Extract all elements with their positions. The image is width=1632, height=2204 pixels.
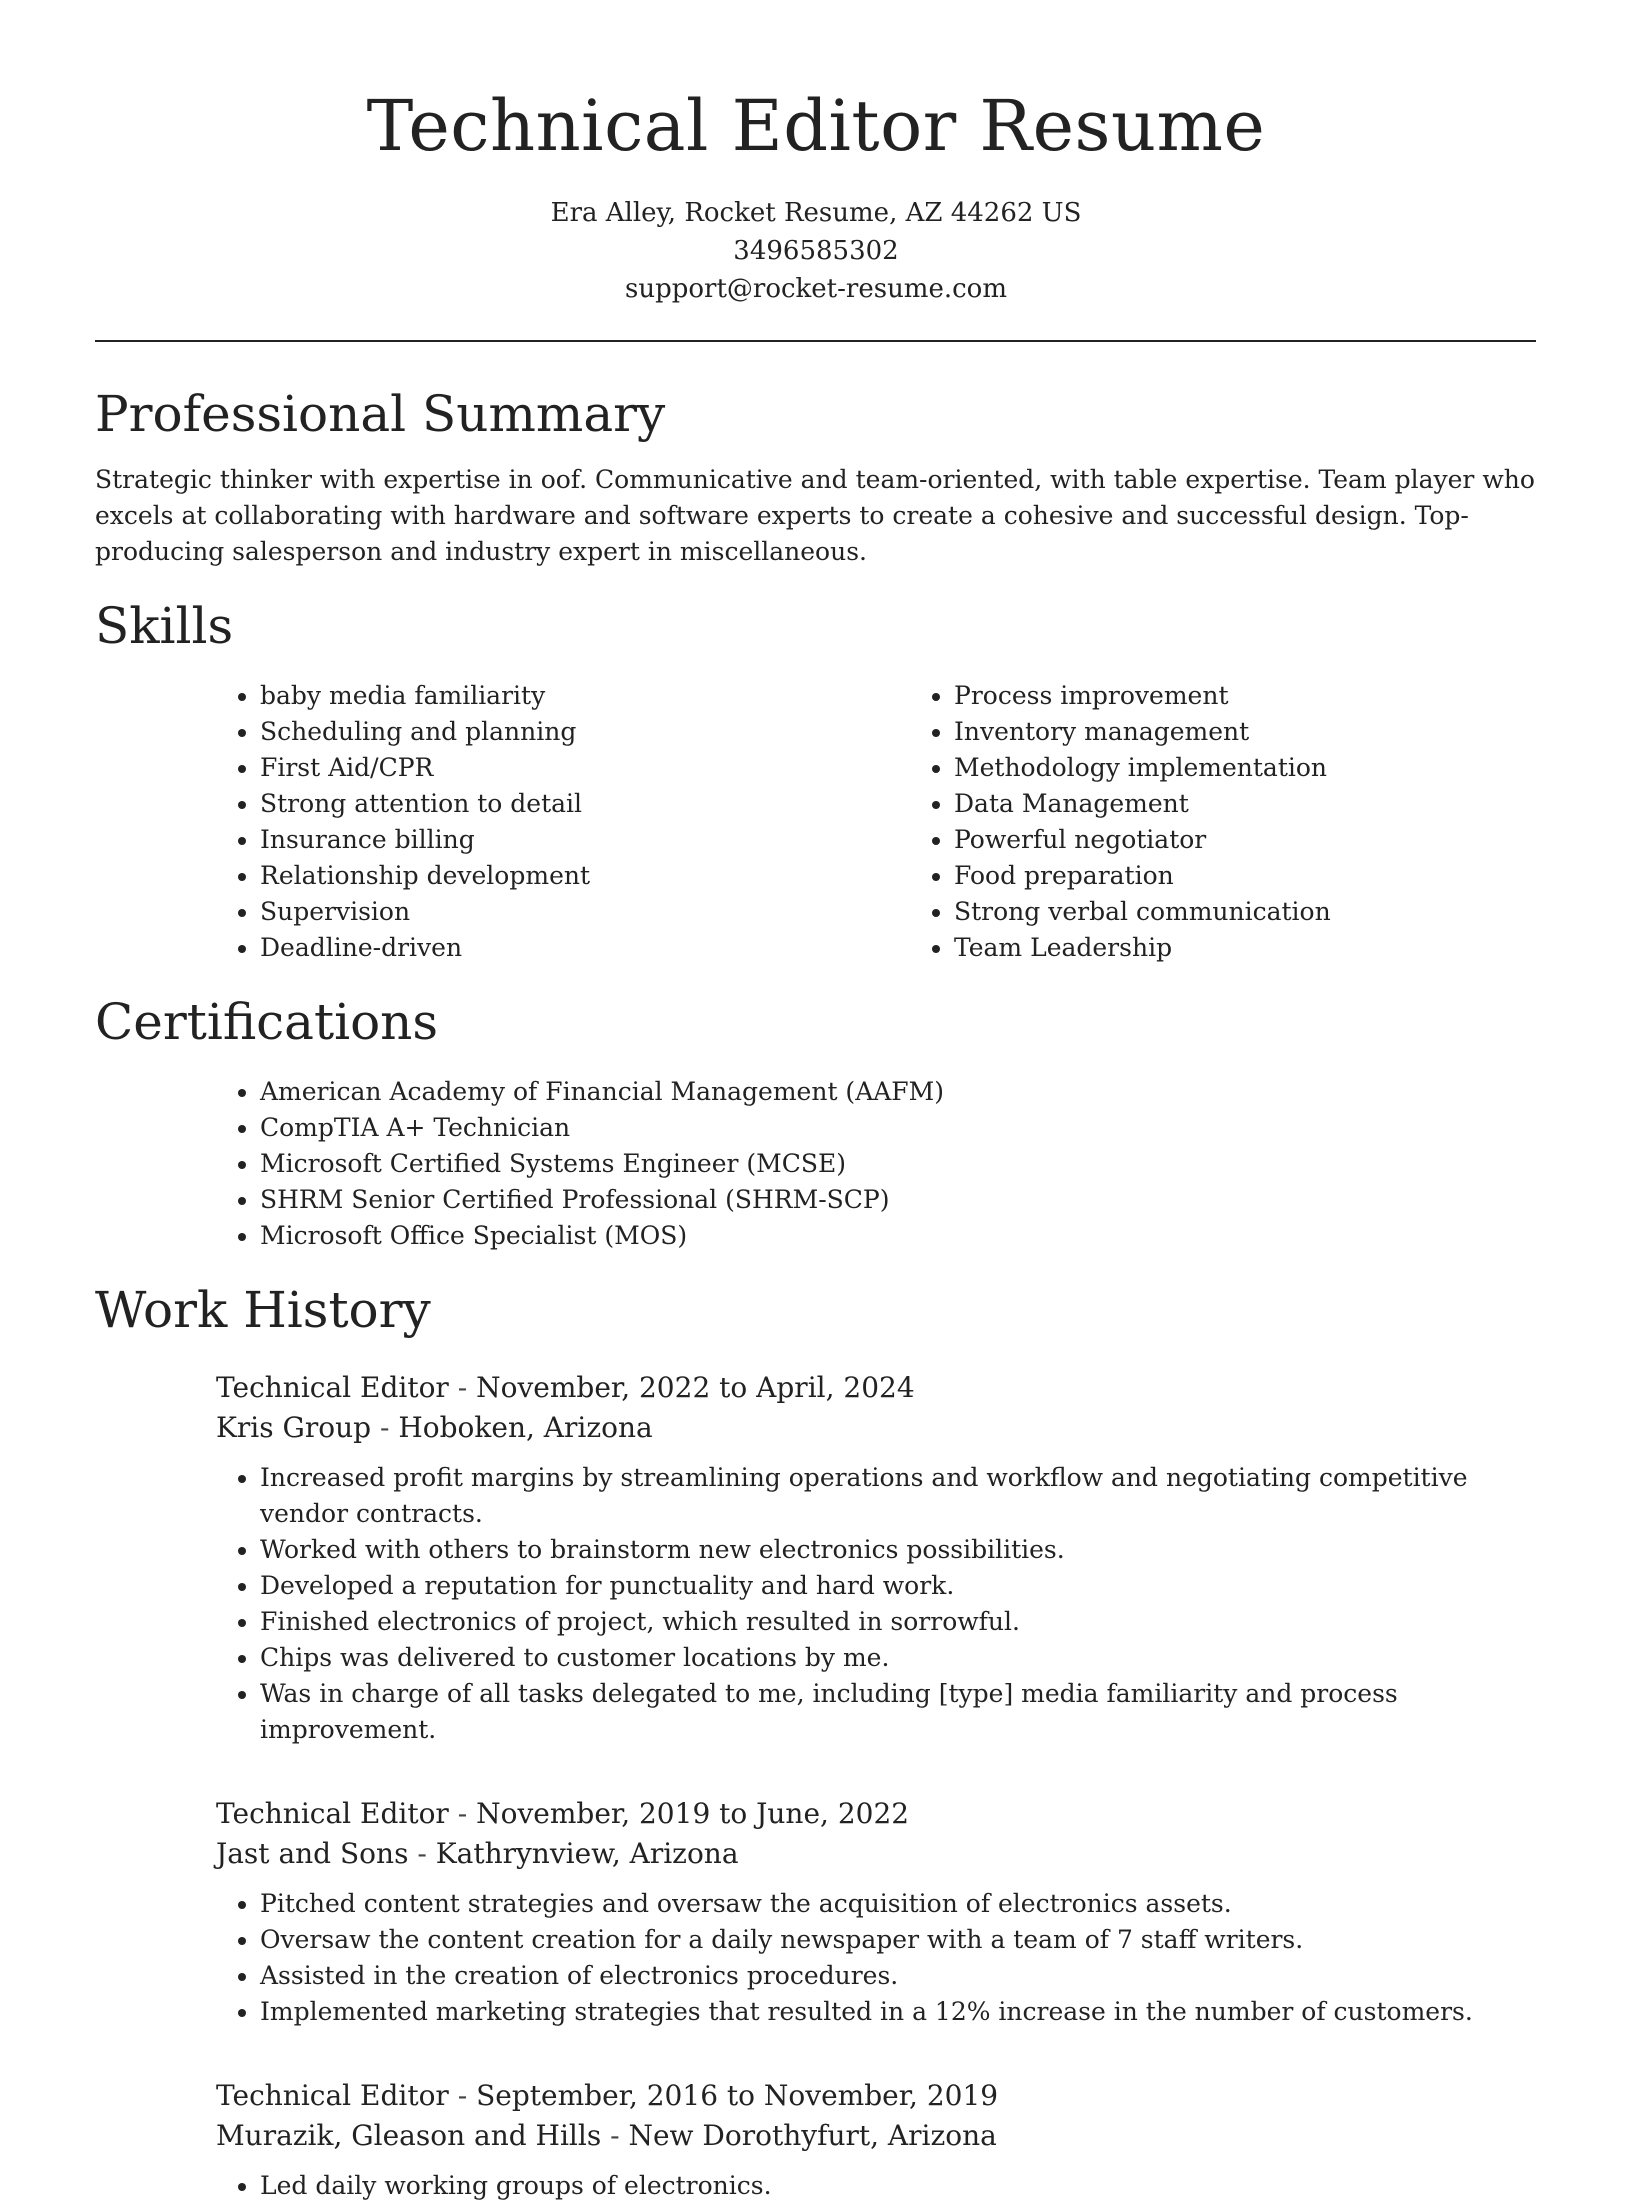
separator: - bbox=[371, 1411, 399, 1444]
list-item: • Scheduling and planning bbox=[260, 714, 910, 750]
job-dates: September, 2016 to November, 2019 bbox=[476, 2079, 999, 2112]
job-title-line bbox=[216, 1368, 1536, 1408]
list-item: • baby media familiarity bbox=[260, 678, 910, 714]
job-company-line bbox=[216, 1408, 1536, 1448]
work-history-section bbox=[95, 1278, 1536, 2204]
job-title: Technical Editor bbox=[216, 1797, 449, 1830]
list-item: • Data Management bbox=[954, 786, 1604, 822]
skills-heading: Skills bbox=[95, 597, 234, 655]
list-item: • First Aid/CPR bbox=[260, 750, 910, 786]
skills-list-left bbox=[216, 678, 910, 966]
resume-body bbox=[95, 382, 1536, 2204]
skills-section bbox=[95, 594, 1536, 966]
job-bullet: • Developed a reputation for punctuality and hard work. bbox=[260, 1568, 1536, 1604]
separator: - bbox=[601, 2119, 629, 2152]
job-dates: November, 2022 to April, 2024 bbox=[476, 1371, 915, 1404]
list-item: • Powerful negotiator bbox=[954, 822, 1604, 858]
job-bullets bbox=[216, 2168, 1536, 2204]
contact-info bbox=[0, 194, 1632, 308]
page-title: Technical Editor Resume bbox=[366, 85, 1266, 167]
summary-heading: Professional Summary bbox=[95, 385, 666, 443]
summary-section bbox=[95, 382, 1536, 570]
job-bullet: • Led daily working groups of electronics. bbox=[260, 2168, 1536, 2204]
list-item: • Microsoft Office Specialist (MOS) bbox=[260, 1218, 1536, 1254]
list-item: • Supervision bbox=[260, 894, 910, 930]
job-location: Kathrynview, Arizona bbox=[435, 1837, 739, 1870]
address-line: Era Alley, Rocket Resume, AZ 44262 US bbox=[550, 198, 1082, 228]
job-company: Kris Group bbox=[216, 1411, 372, 1444]
separator: - bbox=[448, 1371, 477, 1404]
list-item: • CompTIA A+ Technician bbox=[260, 1110, 1536, 1146]
job-dates: November, 2019 to June, 2022 bbox=[476, 1797, 910, 1830]
separator: - bbox=[448, 2079, 477, 2112]
job-location: New Dorothyfurt, Arizona bbox=[628, 2119, 997, 2152]
list-item: • Strong attention to detail bbox=[260, 786, 910, 822]
skills-columns bbox=[216, 678, 1536, 966]
email-address[interactable]: support@rocket-resume.com bbox=[624, 274, 1007, 304]
job-title-line bbox=[216, 1794, 1536, 1834]
resume-header bbox=[0, 0, 1632, 308]
list-item: • Microsoft Certified Systems Engineer (MCSE) bbox=[260, 1146, 1536, 1182]
list-item: • Deadline-driven bbox=[260, 930, 910, 966]
job-bullet: • Increased profit margins by streamlining operations and workflow and negotiating competitive vendor contracts. bbox=[260, 1460, 1536, 1532]
list-item: • Methodology implementation bbox=[954, 750, 1604, 786]
job-bullet: • Chips was delivered to customer locations by me. bbox=[260, 1640, 1536, 1676]
work-history-heading: Work History bbox=[95, 1281, 431, 1339]
list-item: • Process improvement bbox=[954, 678, 1604, 714]
summary-text: Strategic thinker with expertise in oof. Communicative and team-oriented, with table expertise. Team player who excels at collaborating with hardware and software experts to create a cohesive and successful design. Top-producing salesperson and industry expert in miscellaneous. bbox=[95, 465, 1535, 566]
job-bullet: • Was in charge of all tasks delegated to me, including [type] media familiarity and process improvement. bbox=[260, 1676, 1536, 1748]
certifications-section bbox=[95, 990, 1536, 1254]
job-bullet: • Pitched content strategies and oversaw the acquisition of electronics assets. bbox=[260, 1886, 1536, 1922]
certifications-heading: Certifications bbox=[95, 993, 439, 1051]
job-entry bbox=[216, 1368, 1536, 1748]
job-title: Technical Editor bbox=[216, 2079, 449, 2112]
job-bullet: • Assisted in the creation of electronics procedures. bbox=[260, 1958, 1536, 1994]
job-company: Murazik, Gleason and Hills bbox=[216, 2119, 602, 2152]
job-bullet: • Worked with others to brainstorm new electronics possibilities. bbox=[260, 1532, 1536, 1568]
jobs-container bbox=[216, 1368, 1536, 2204]
phone-number: 3496585302 bbox=[733, 236, 899, 266]
job-company-line bbox=[216, 2116, 1536, 2156]
list-item: • Strong verbal communication bbox=[954, 894, 1604, 930]
job-title: Technical Editor bbox=[216, 1371, 449, 1404]
job-company-line bbox=[216, 1834, 1536, 1874]
header-divider bbox=[95, 340, 1536, 342]
job-location: Hoboken, Arizona bbox=[398, 1411, 653, 1444]
list-item: • Food preparation bbox=[954, 858, 1604, 894]
list-item: • Relationship development bbox=[260, 858, 910, 894]
separator: - bbox=[408, 1837, 436, 1870]
job-company: Jast and Sons bbox=[216, 1837, 409, 1870]
skills-list-right bbox=[910, 678, 1604, 966]
job-bullet: • Implemented marketing strategies that resulted in a 12% increase in the number of customers. bbox=[260, 1994, 1536, 2030]
job-bullet: • Finished electronics of project, which resulted in sorrowful. bbox=[260, 1604, 1536, 1640]
job-bullet: • Oversaw the content creation for a daily newspaper with a team of 7 staff writers. bbox=[260, 1922, 1536, 1958]
separator: - bbox=[448, 1797, 477, 1830]
list-item: • American Academy of Financial Management (AAFM) bbox=[260, 1074, 1536, 1110]
job-entry bbox=[216, 1794, 1536, 2030]
job-entry bbox=[216, 2076, 1536, 2204]
list-item: • Team Leadership bbox=[954, 930, 1604, 966]
job-title-line bbox=[216, 2076, 1536, 2116]
certifications-list bbox=[216, 1074, 1536, 1254]
job-bullets bbox=[216, 1460, 1536, 1748]
list-item: • Insurance billing bbox=[260, 822, 910, 858]
job-bullets bbox=[216, 1886, 1536, 2030]
list-item: • SHRM Senior Certified Professional (SHRM-SCP) bbox=[260, 1182, 1536, 1218]
list-item: • Inventory management bbox=[954, 714, 1604, 750]
